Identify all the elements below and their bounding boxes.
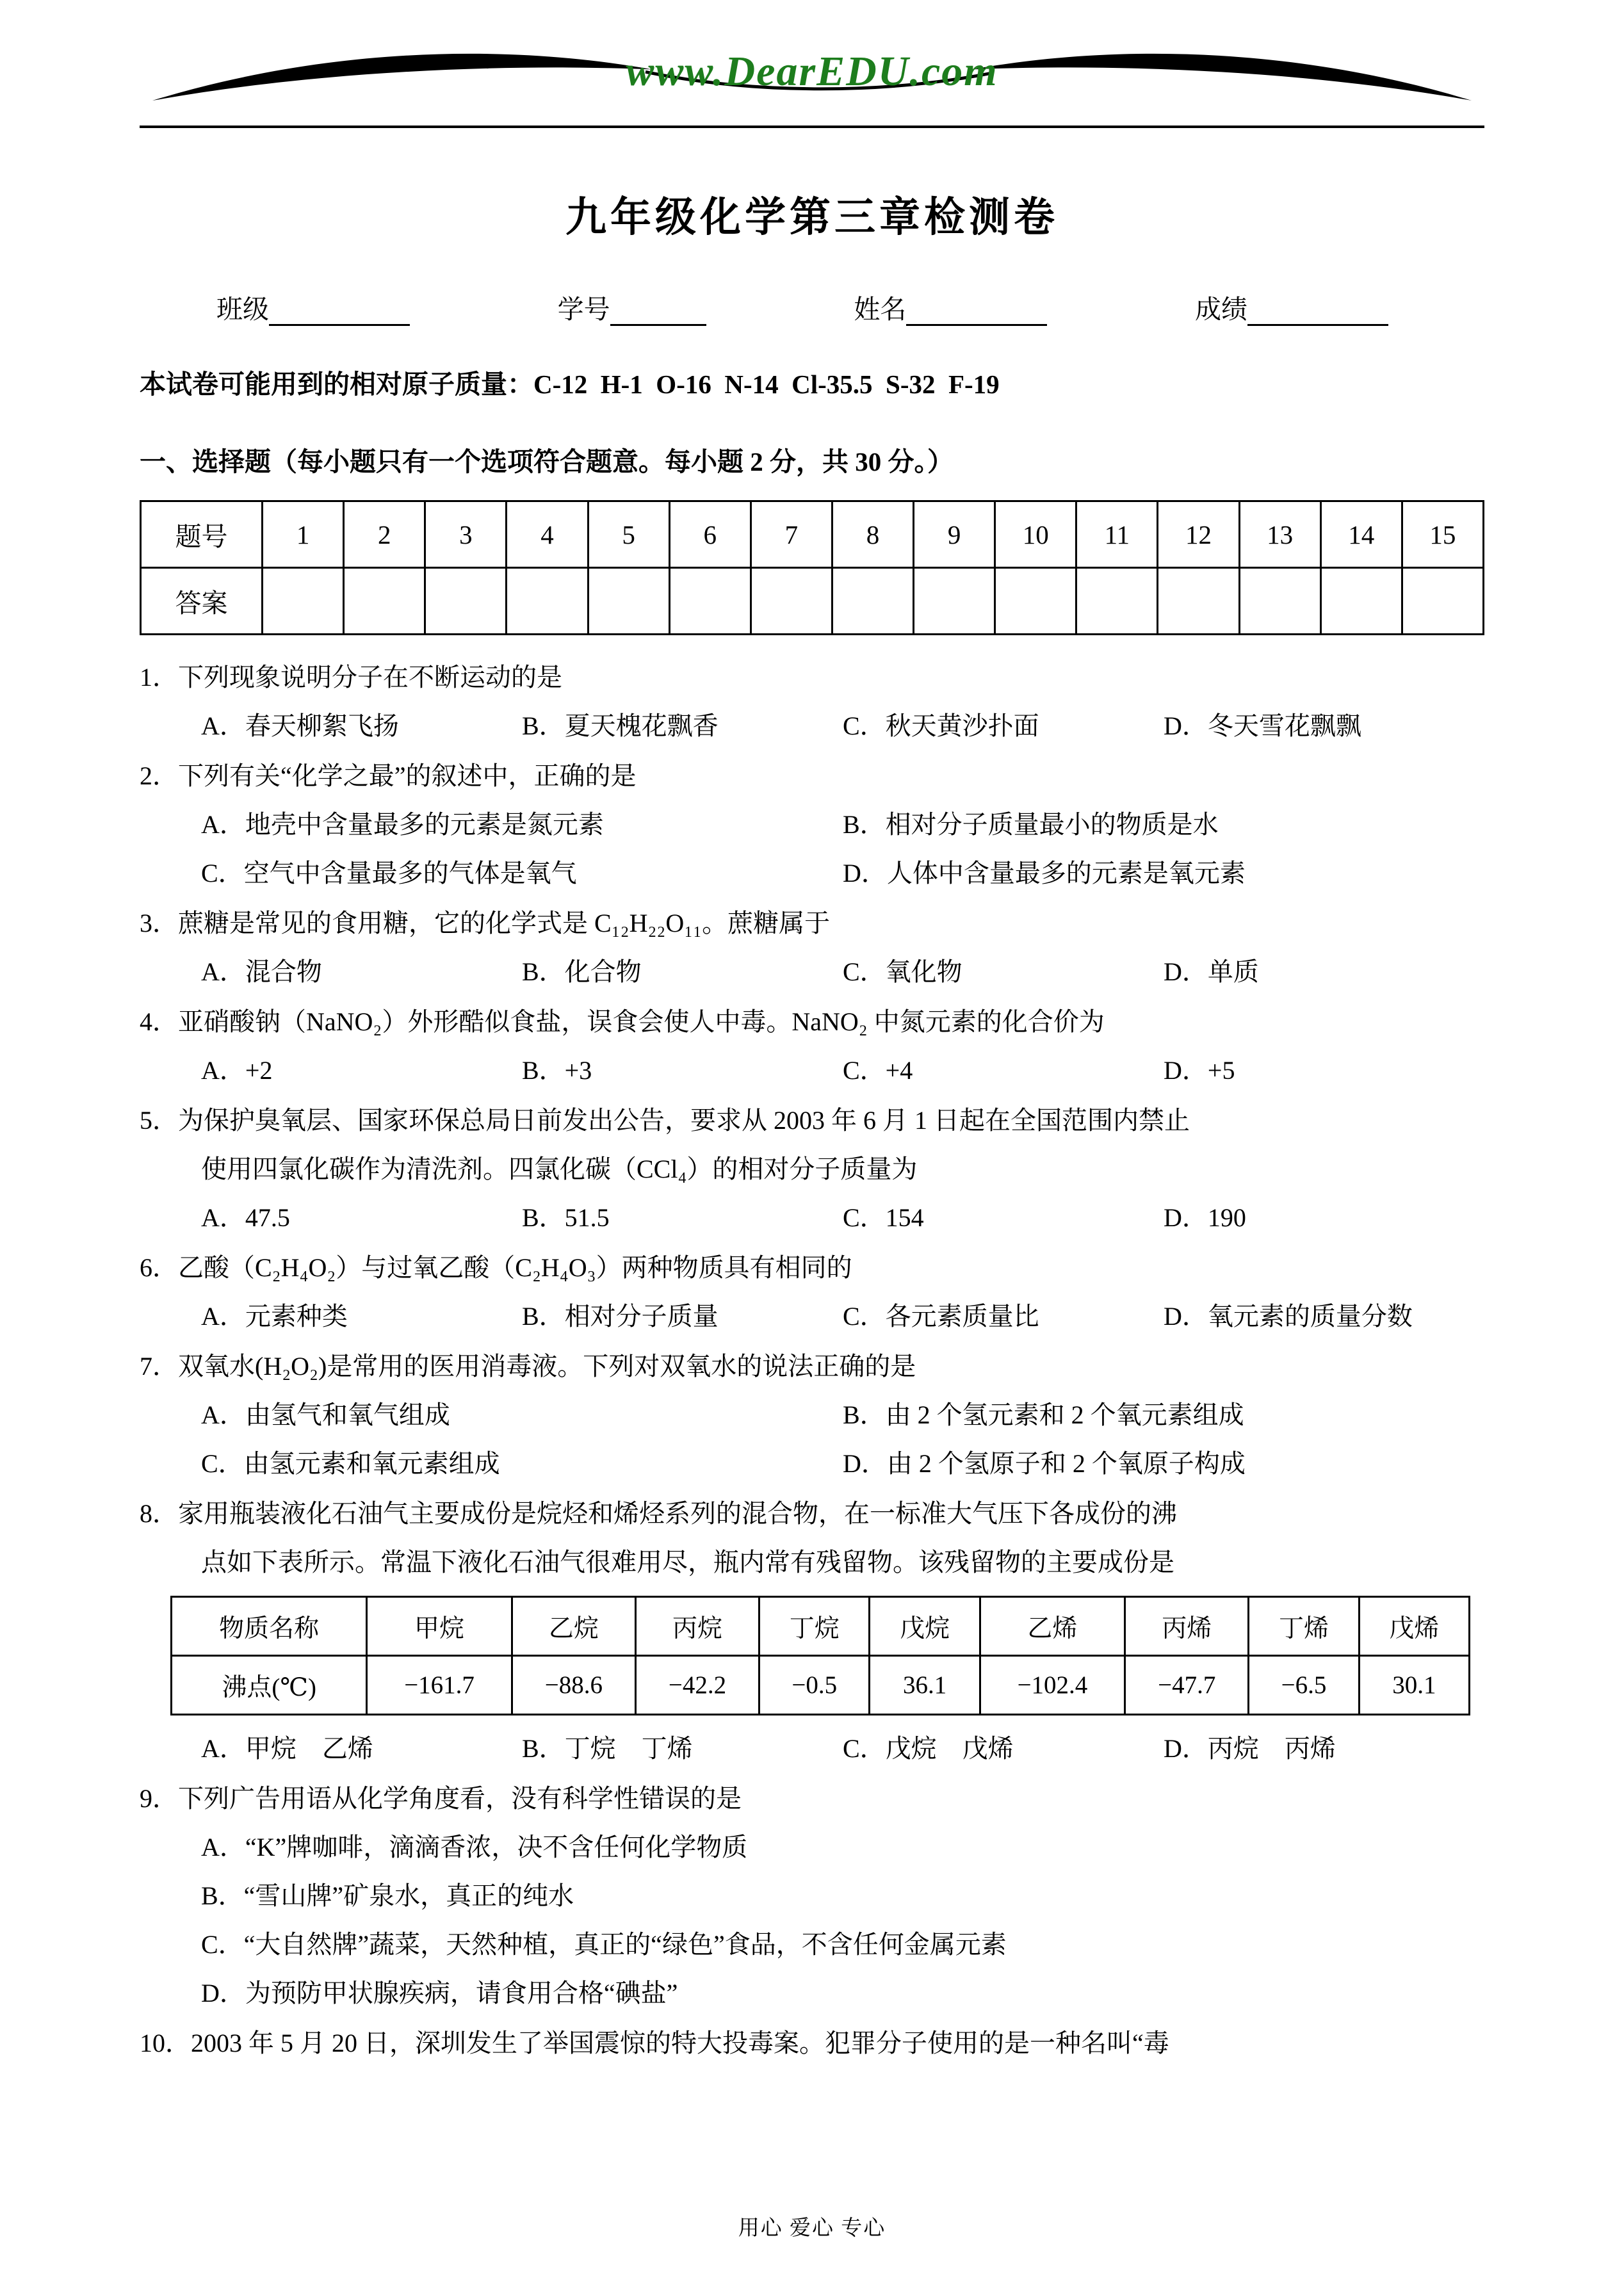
option: B．“雪山牌”矿泉水，真正的纯水 (201, 1881, 574, 1910)
boiling-point-cell: 36.1 (870, 1656, 980, 1715)
question-stem-text: 双氧水(H₂O₂)是常用的医用消毒液。下列对双氧水的说法正确的是 (178, 1352, 916, 1381)
boiling-point-cell: −102.4 (980, 1656, 1125, 1715)
option: D．190 (1164, 1203, 1246, 1232)
answer-cell (1158, 568, 1239, 635)
substance-cell: 丙烯 (1125, 1597, 1249, 1656)
answer-cell (1402, 568, 1483, 635)
question (140, 1489, 1484, 1773)
boiling-point-cell: 沸点(℃) (172, 1656, 367, 1715)
question (140, 1244, 1484, 1341)
blank-line (610, 296, 706, 326)
substance-cell: 乙烯 (980, 1597, 1125, 1656)
question-stem-text: 亚硝酸钠（NaNO₂）外形酷似食盐，误食会使人中毒。NaNO₂ 中氮元素的化合价为 (178, 1007, 1105, 1036)
option: B．丁烷 丁烯 (522, 1734, 693, 1763)
answer-grid-label: 答案 (141, 568, 263, 635)
answer-cell (1239, 568, 1320, 635)
option-line (201, 1823, 1484, 1872)
substance-cell: 戊烷 (870, 1597, 980, 1656)
question-number: 3． (140, 909, 178, 937)
question (140, 2019, 1484, 2068)
option: D．冬天雪花飘飘 (1164, 711, 1361, 740)
field-label: 班级 (216, 295, 269, 324)
question-stem-line (140, 1538, 1484, 1587)
question-number-cell: 1 (263, 501, 344, 568)
question-stem-text: 使用四氯化碳作为清洗剂。四氯化碳（CCl₄）的相对分子质量为 (201, 1155, 918, 1183)
question-stem-line (140, 1774, 1484, 1823)
option: A．元素种类 (201, 1302, 348, 1331)
question (140, 1774, 1484, 2018)
questions (140, 653, 1484, 2068)
option: C．空气中含量最多的气体是氧气 (201, 859, 577, 888)
boiling-point-cell: −0.5 (759, 1656, 870, 1715)
option-line (201, 849, 1484, 898)
atomic-masses-note: 本试卷可能用到的相对原子质量：C-12 H-1 O-16 N-14 Cl-35.5 S-32 F-19 (140, 369, 1000, 399)
blank-line (269, 296, 410, 326)
field-label: 学号 (557, 295, 610, 324)
question-number-cell: 2 (344, 501, 425, 568)
answer-cell (425, 568, 507, 635)
question-number: 4． (140, 1007, 178, 1036)
option: A．甲烷 乙烯 (201, 1734, 373, 1763)
question-number: 1． (140, 663, 178, 692)
answer-cell (1320, 568, 1402, 635)
option-line (201, 1872, 1484, 1920)
answer-cell (669, 568, 751, 635)
option: C．由氢元素和氧元素组成 (201, 1449, 500, 1478)
option-line (201, 1194, 1484, 1242)
option: A．地壳中含量最多的元素是氮元素 (201, 810, 604, 839)
question-stem-text: 乙酸（C₂H₄O₂）与过氧乙酸（C₂H₄O₃）两种物质具有相同的 (178, 1253, 852, 1282)
answer-grid (140, 500, 1484, 635)
question-number: 9． (140, 1784, 178, 1813)
question-number-cell: 7 (751, 501, 832, 568)
answer-cell (751, 568, 832, 635)
boiling-point-cell: −42.2 (635, 1656, 759, 1715)
question-number-cell: 13 (1239, 501, 1320, 568)
page-title: 九年级化学第三章检测卷 (565, 195, 1059, 240)
answer-cell (1076, 568, 1158, 635)
option-line (201, 1920, 1484, 1969)
question-stem-text: 蔗糖是常见的食用糖，它的化学式是 C₁₂H₂₂O₁₁。蔗糖属于 (178, 909, 831, 937)
option-line (201, 1969, 1484, 2018)
question-stem-text: 家用瓶装液化石油气主要成份是烷烃和烯烃系列的混合物，在一标准大气压下各成份的沸 (178, 1499, 1177, 1528)
answer-grid-header-row (141, 501, 1484, 568)
option: C．各元素质量比 (843, 1302, 1039, 1331)
option: B．+3 (522, 1056, 592, 1085)
question-stem-line (140, 1145, 1484, 1194)
option: C．154 (843, 1203, 924, 1232)
question-stem-line (140, 1096, 1484, 1145)
question (140, 1096, 1484, 1242)
student-fields (140, 288, 1484, 326)
option: A．由氢气和氧气组成 (201, 1400, 450, 1429)
section-heading: 一、选择题（每小题只有一个选项符合题意。每小题 2 分，共 30 分。） (140, 447, 954, 476)
boiling-point-cell: −6.5 (1249, 1656, 1359, 1715)
question-stem-line (140, 2019, 1484, 2068)
question-number-cell: 15 (1402, 501, 1483, 568)
option-line (201, 702, 1484, 750)
question-stem-line (140, 752, 1484, 800)
blank-line (906, 296, 1047, 326)
option-line (201, 800, 1484, 849)
question-number-cell: 9 (914, 501, 995, 568)
option: D．丙烷 丙烯 (1164, 1734, 1336, 1763)
substance-cell: 丁烷 (759, 1597, 870, 1656)
option: D．单质 (1164, 957, 1259, 986)
page-footer: 用心 爱心 专心 (738, 2217, 886, 2240)
question-number-cell: 10 (995, 501, 1076, 568)
question (140, 653, 1484, 750)
substance-cell: 物质名称 (172, 1597, 367, 1656)
option-line (201, 948, 1484, 996)
substance-name-row (172, 1597, 1470, 1656)
question-stem-line (140, 899, 1484, 948)
question-number-cell: 4 (507, 501, 588, 568)
question-number-cell: 11 (1076, 501, 1158, 568)
question-number-cell: 3 (425, 501, 507, 568)
substance-cell: 甲烷 (367, 1597, 512, 1656)
answer-cell (588, 568, 669, 635)
option: C．氧化物 (843, 957, 962, 986)
student-field (854, 288, 1047, 326)
question-stem-line (140, 1244, 1484, 1292)
option: A．47.5 (201, 1203, 290, 1232)
boiling-point-cell: −47.7 (1125, 1656, 1249, 1715)
student-field (1195, 288, 1388, 326)
option: D．为预防甲状腺疾病，请食用合格“碘盐” (201, 1979, 678, 2007)
question-number-cell: 8 (832, 501, 913, 568)
option: D．由 2 个氢原子和 2 个氧原子构成 (843, 1449, 1246, 1478)
student-field (216, 288, 410, 326)
field-label: 姓名 (854, 295, 907, 324)
substance-cell: 丙烷 (635, 1597, 759, 1656)
question-stem-text: 为保护臭氧层、国家环保总局日前发出公告，要求从 2003 年 6 月 1 日起在全国范围内禁止 (178, 1106, 1190, 1135)
question-number: 6． (140, 1253, 178, 1282)
question (140, 752, 1484, 898)
option: A．“K”牌咖啡，滴滴香浓，决不含任何化学物质 (201, 1833, 748, 1861)
question-number: 10． (140, 2029, 191, 2057)
substance-cell: 戊烯 (1359, 1597, 1469, 1656)
answer-grid-body (141, 501, 1484, 635)
question-stem-text: 下列有关“化学之最”的叙述中，正确的是 (178, 761, 637, 790)
answer-grid-answer-row (141, 568, 1484, 635)
option: B．夏天槐花飘香 (522, 711, 719, 740)
answer-cell (263, 568, 344, 635)
question-number: 7． (140, 1352, 178, 1381)
option: A．混合物 (201, 957, 322, 986)
question-number-cell: 14 (1320, 501, 1402, 568)
question-number: 8． (140, 1499, 178, 1528)
answer-cell (914, 568, 995, 635)
student-field (558, 288, 706, 326)
question-stem-text: 2003 年 5 月 20 日，深圳发生了举国震惊的特大投毒案。犯罪分子使用的是一种名叫“毒 (191, 2029, 1169, 2057)
option: B．51.5 (522, 1203, 610, 1232)
option: B．由 2 个氢元素和 2 个氧元素组成 (843, 1400, 1244, 1429)
question (140, 899, 1484, 996)
option: A．春天柳絮飞扬 (201, 711, 399, 740)
question-stem-line (140, 998, 1484, 1046)
question-stem-text: 点如下表所示。常温下液化石油气很难用尽，瓶内常有残留物。该残留物的主要成份是 (201, 1548, 1174, 1577)
substance-cell: 乙烷 (512, 1597, 635, 1656)
question-stem-line (140, 653, 1484, 702)
answer-cell (995, 568, 1076, 635)
question-number-cell: 12 (1158, 501, 1239, 568)
option: D．+5 (1164, 1056, 1235, 1085)
boiling-point-table (170, 1596, 1470, 1715)
question-number-cell: 6 (669, 501, 751, 568)
option: B．化合物 (522, 957, 642, 986)
option: B．相对分子质量最小的物质是水 (843, 810, 1219, 839)
question-number: 2． (140, 761, 178, 790)
option: A．+2 (201, 1056, 273, 1085)
substance-cell: 丁烯 (1249, 1597, 1359, 1656)
option-line (201, 1724, 1484, 1773)
option: C．秋天黄沙扑面 (843, 711, 1039, 740)
option: B．相对分子质量 (522, 1302, 719, 1331)
answer-cell (832, 568, 913, 635)
option-line (201, 1391, 1484, 1439)
blank-line (1247, 296, 1388, 326)
option: C．+4 (843, 1056, 913, 1085)
boiling-point-cell: −161.7 (367, 1656, 512, 1715)
question-stem-text: 下列广告用语从化学角度看，没有科学性错误的是 (178, 1784, 742, 1813)
question-stem-line (140, 1342, 1484, 1391)
question (140, 1342, 1484, 1488)
answer-grid-label: 题号 (141, 501, 263, 568)
answer-cell (344, 568, 425, 635)
site-url: www.DearEDU.com (626, 48, 998, 95)
option-line (201, 1439, 1484, 1488)
boiling-point-cell: −88.6 (512, 1656, 635, 1715)
option: D．人体中含量最多的元素是氧元素 (843, 859, 1246, 888)
question-number: 5． (140, 1106, 178, 1135)
boiling-point-cell: 30.1 (1359, 1656, 1469, 1715)
option-line (201, 1046, 1484, 1095)
field-label: 成绩 (1194, 295, 1247, 324)
option-line (201, 1292, 1484, 1341)
question-stem-text: 下列现象说明分子在不断运动的是 (178, 663, 562, 692)
option: C．“大自然牌”蔬菜，天然种植，真正的“绿色”食品，不含任何金属元素 (201, 1930, 1007, 1959)
question-number-cell: 5 (588, 501, 669, 568)
answer-cell (507, 568, 588, 635)
site-header (140, 31, 1484, 128)
question-stem-line (140, 1489, 1484, 1538)
boiling-point-value-row (172, 1656, 1470, 1715)
option: D．氧元素的质量分数 (1164, 1302, 1413, 1331)
question (140, 998, 1484, 1095)
option: C．戊烷 戊烯 (843, 1734, 1014, 1763)
